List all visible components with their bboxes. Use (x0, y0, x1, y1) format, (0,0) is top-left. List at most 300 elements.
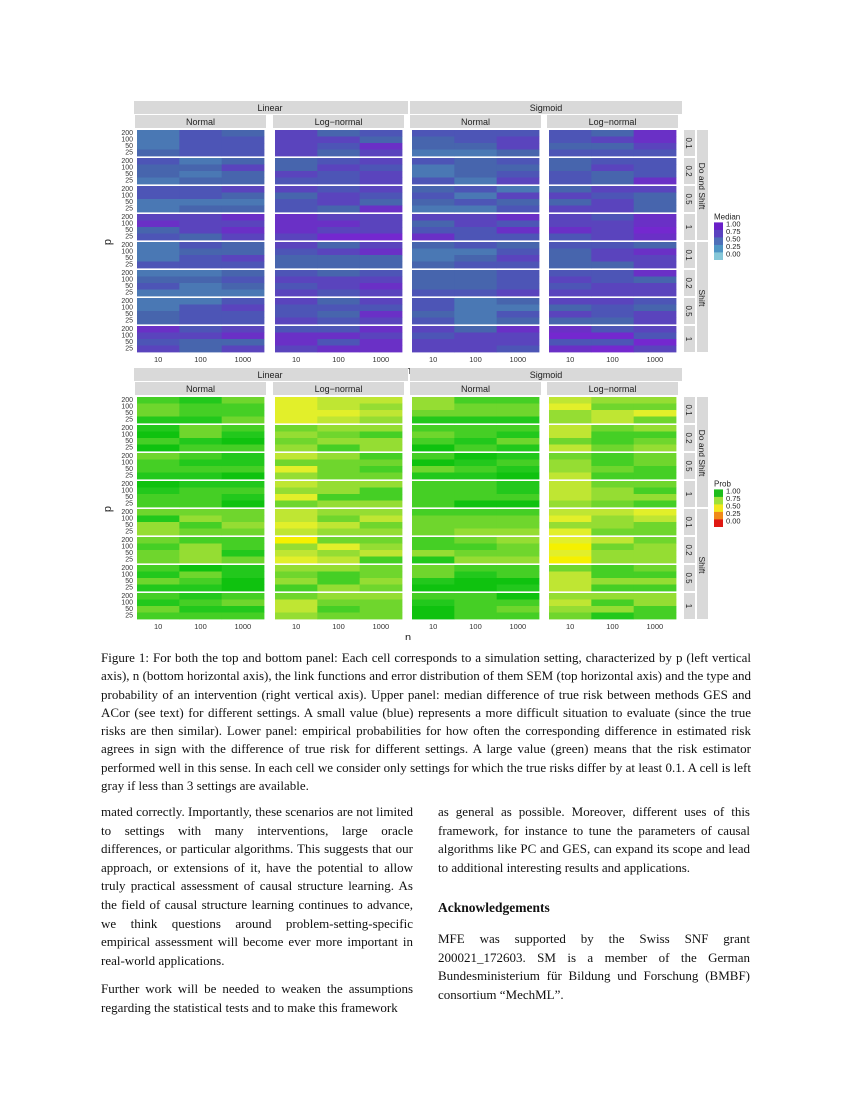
heat-cell (591, 227, 634, 234)
heat-cell (360, 432, 403, 439)
heat-cell (412, 481, 455, 488)
heat-cell (454, 488, 497, 495)
y-tick-label: 25 (125, 317, 133, 325)
heat-cell (549, 600, 592, 607)
heat-cell (634, 262, 677, 269)
heat-cell (591, 193, 634, 200)
heat-cell (222, 346, 265, 353)
y-tick-label: 100 (121, 220, 133, 228)
heat-cell (497, 137, 540, 144)
heat-cell (179, 473, 222, 480)
heat-cell (549, 613, 592, 620)
heat-cell (360, 333, 403, 340)
x-tick-label: 1000 (646, 622, 664, 631)
facet-group-label: Linear (257, 370, 283, 380)
heat-cell (317, 432, 360, 439)
heat-cell (317, 488, 360, 495)
heat-cell (275, 550, 318, 557)
heat-cell (222, 572, 265, 579)
heat-cell (497, 277, 540, 284)
heat-cell (549, 186, 592, 193)
heat-cell (497, 214, 540, 221)
heat-cell (497, 305, 540, 312)
x-tick-label: 1000 (234, 622, 252, 631)
heat-cell (634, 277, 677, 284)
heat-cell (222, 227, 265, 234)
heat-cell (317, 522, 360, 529)
heat-cell (137, 290, 180, 297)
y-tick-label: 100 (121, 304, 133, 312)
heat-cell (497, 537, 540, 544)
heat-cell (179, 432, 222, 439)
heat-cell (179, 425, 222, 432)
heat-cell (634, 178, 677, 185)
heat-cell (360, 550, 403, 557)
heat-cell (179, 613, 222, 620)
heat-cell (591, 438, 634, 445)
heat-cell (137, 578, 180, 585)
heat-cell (360, 425, 403, 432)
heat-cell (591, 277, 634, 284)
heat-cell (412, 460, 455, 467)
heat-cell (317, 214, 360, 221)
heat-cell (137, 425, 180, 432)
x-axis-title: n (404, 632, 412, 640)
heat-cell (137, 481, 180, 488)
heat-cell (497, 460, 540, 467)
legend-swatch (714, 230, 723, 238)
heat-cell (634, 432, 677, 439)
y-tick-label: 200 (121, 326, 133, 333)
heat-cell (222, 578, 265, 585)
heat-cell (360, 397, 403, 404)
heat-cell (634, 473, 677, 480)
heat-cell (591, 242, 634, 249)
heat-cell (222, 298, 265, 305)
heat-cell (275, 206, 318, 213)
heat-cell (317, 234, 360, 241)
heat-cell (497, 178, 540, 185)
heat-cell (222, 550, 265, 557)
heat-cell (412, 305, 455, 312)
heat-cell (454, 404, 497, 411)
heat-cell (454, 557, 497, 564)
heat-cell (317, 466, 360, 473)
heat-cell (179, 529, 222, 536)
heat-cell (179, 333, 222, 340)
y-tick-label: 200 (121, 214, 133, 221)
heat-cell (591, 578, 634, 585)
heat-cell (549, 158, 592, 165)
heat-cell (412, 578, 455, 585)
heat-cell (591, 397, 634, 404)
facet-sublabel: Normal (460, 117, 491, 127)
heat-cell (497, 227, 540, 234)
heat-cell (591, 606, 634, 613)
heat-cell (412, 522, 455, 529)
heat-cell (591, 270, 634, 277)
heat-cell (497, 522, 540, 529)
heat-cell (634, 171, 677, 178)
heat-cell (360, 290, 403, 297)
heat-cell (412, 410, 455, 417)
heat-cell (137, 473, 180, 480)
heat-cell (275, 438, 318, 445)
heat-cell (222, 488, 265, 495)
heat-cell (179, 445, 222, 452)
heat-cell (222, 509, 265, 516)
heat-cell (179, 221, 222, 228)
heat-cell (275, 425, 318, 432)
heat-cell (634, 537, 677, 544)
heat-cell (454, 333, 497, 340)
heat-cell (317, 333, 360, 340)
heat-cell (360, 606, 403, 613)
heat-cell (634, 283, 677, 290)
heat-cell (222, 438, 265, 445)
heat-cell (179, 165, 222, 172)
y-axis-title: p (102, 505, 114, 513)
heat-cell (222, 473, 265, 480)
heat-cell (454, 305, 497, 312)
x-tick-label: 10 (565, 622, 575, 631)
facet-row-label: 0.5 (684, 305, 693, 317)
heat-cell (454, 262, 497, 269)
heat-cell (137, 130, 180, 137)
heat-cell (179, 171, 222, 178)
heat-cell (360, 158, 403, 165)
facet-row-label: 0.1 (684, 516, 693, 528)
heat-cell (317, 438, 360, 445)
legend-swatch (714, 222, 723, 230)
heat-cell (497, 262, 540, 269)
heat-cell (317, 606, 360, 613)
y-tick-label: 200 (121, 481, 133, 488)
heat-cell (412, 143, 455, 150)
heat-cell (591, 473, 634, 480)
heat-cell (137, 445, 180, 452)
heat-cell (634, 425, 677, 432)
heat-cell (591, 234, 634, 241)
heat-cell (497, 193, 540, 200)
y-tick-label: 50 (125, 283, 133, 290)
heat-cell (497, 593, 540, 600)
heat-cell (275, 585, 318, 592)
heat-cell (275, 494, 318, 501)
heat-cell (137, 494, 180, 501)
heat-cell (549, 473, 592, 480)
heat-cell (360, 186, 403, 193)
heat-cell (412, 193, 455, 200)
heat-cell (497, 318, 540, 325)
heat-cell (634, 578, 677, 585)
y-tick-label: 200 (121, 425, 133, 432)
y-tick-label: 50 (125, 522, 133, 529)
heat-cell (634, 501, 677, 508)
heat-cell (412, 290, 455, 297)
heat-cell (454, 346, 497, 353)
heat-cell (222, 537, 265, 544)
heat-cell (549, 270, 592, 277)
heat-cell (179, 298, 222, 305)
heat-cell (179, 606, 222, 613)
heat-cell (454, 494, 497, 501)
legend-label: 0.25 (726, 241, 741, 251)
heat-cell (360, 404, 403, 411)
heat-cell (222, 466, 265, 473)
heat-cell (137, 262, 180, 269)
heat-cell (360, 572, 403, 579)
heat-cell (412, 171, 455, 178)
heat-cell (591, 425, 634, 432)
heat-cell (497, 550, 540, 557)
y-tick-label: 200 (121, 537, 133, 544)
heat-cell (591, 593, 634, 600)
heat-cell (137, 193, 180, 200)
heat-cell (412, 606, 455, 613)
heat-cell (275, 404, 318, 411)
heat-cell (549, 453, 592, 460)
heat-cell (137, 311, 180, 318)
heat-cell (222, 318, 265, 325)
heat-cell (317, 249, 360, 256)
x-tick-label: 1000 (372, 622, 390, 631)
heat-cell (412, 488, 455, 495)
heat-cell (634, 557, 677, 564)
heat-cell (275, 537, 318, 544)
heat-cell (454, 130, 497, 137)
heat-cell (137, 270, 180, 277)
x-tick-label: 100 (469, 355, 482, 364)
heat-cell (179, 227, 222, 234)
heat-cell (179, 318, 222, 325)
heat-cell (634, 600, 677, 607)
heat-cell (275, 565, 318, 572)
heat-cell (497, 143, 540, 150)
heat-cell (591, 158, 634, 165)
heat-cell (591, 466, 634, 473)
y-tick-label: 200 (121, 593, 133, 600)
heat-cell (412, 333, 455, 340)
right-column (438, 803, 750, 1014)
heat-cell (634, 270, 677, 277)
heat-cell (591, 255, 634, 262)
heat-cell (497, 242, 540, 249)
facet-row-label: 0.5 (684, 572, 693, 584)
heat-cell (497, 529, 540, 536)
facet-sublabel: Normal (185, 384, 216, 394)
heat-cell (222, 130, 265, 137)
heat-cell (497, 249, 540, 256)
heat-cell (591, 537, 634, 544)
heat-cell (137, 529, 180, 536)
heat-cell (412, 565, 455, 572)
heat-cell (634, 234, 677, 241)
heat-cell (454, 544, 497, 551)
heat-cell (317, 445, 360, 452)
heat-cell (317, 242, 360, 249)
heat-cell (360, 199, 403, 206)
heat-cell (222, 425, 265, 432)
facet-row-label: 0.1 (684, 137, 693, 149)
heat-cell (179, 137, 222, 144)
y-tick-label: 25 (125, 205, 133, 213)
heat-cell (275, 137, 318, 144)
heat-cell (360, 150, 403, 157)
heat-cell (634, 613, 677, 620)
heat-cell (549, 557, 592, 564)
heat-cell (360, 417, 403, 424)
paragraph: as general as possible. Moreover, different uses of this framework, for instance to tune the parameters of causal algorithms like PC and GES, can expand its scope and lead to additional interesting results and applications. (438, 804, 750, 875)
heat-cell (137, 137, 180, 144)
heat-cell (497, 606, 540, 613)
heat-cell (497, 255, 540, 262)
heat-cell (275, 283, 318, 290)
heat-cell (549, 318, 592, 325)
heat-cell (222, 199, 265, 206)
heat-cell (222, 178, 265, 185)
heat-cell (454, 137, 497, 144)
heat-cell (360, 578, 403, 585)
heat-cell (317, 283, 360, 290)
heat-cell (179, 544, 222, 551)
heat-cell (360, 537, 403, 544)
heat-cell (497, 270, 540, 277)
heat-cell (412, 438, 455, 445)
heat-cell (137, 339, 180, 346)
heat-cell (179, 522, 222, 529)
heat-cell (549, 432, 592, 439)
heat-cell (591, 600, 634, 607)
heat-cell (591, 262, 634, 269)
heat-cell (317, 410, 360, 417)
y-tick-label: 200 (121, 270, 133, 277)
heat-cell (275, 432, 318, 439)
heat-cell (360, 298, 403, 305)
heat-cell (454, 283, 497, 290)
legend-label: 0.75 (726, 493, 741, 503)
heat-cell (549, 537, 592, 544)
y-tick-label: 50 (125, 466, 133, 473)
heat-cell (634, 404, 677, 411)
heat-cell (360, 283, 403, 290)
heat-cell (412, 130, 455, 137)
facet-group-label: Sigmoid (529, 370, 563, 380)
heat-cell (275, 529, 318, 536)
heat-cell (222, 501, 265, 508)
heat-cell (412, 593, 455, 600)
heat-cell (412, 150, 455, 157)
heat-cell (454, 150, 497, 157)
heat-cell (137, 298, 180, 305)
heat-cell (179, 501, 222, 508)
y-tick-label: 50 (125, 578, 133, 585)
heat-cell (179, 305, 222, 312)
heat-cell (497, 410, 540, 417)
heat-cell (179, 494, 222, 501)
heat-cell (179, 600, 222, 607)
y-tick-label: 100 (121, 487, 133, 495)
heat-cell (497, 165, 540, 172)
y-tick-label: 200 (121, 158, 133, 165)
heat-cell (317, 501, 360, 508)
heat-cell (454, 585, 497, 592)
heat-cell (360, 249, 403, 256)
heat-cell (179, 509, 222, 516)
heat-cell (360, 262, 403, 269)
heat-cell (360, 445, 403, 452)
heat-cell (454, 473, 497, 480)
heat-cell (591, 178, 634, 185)
legend-label: 1.00 (726, 219, 741, 229)
heat-cell (549, 501, 592, 508)
heat-cell (360, 585, 403, 592)
heat-cell (634, 410, 677, 417)
heat-cell (317, 318, 360, 325)
heat-cell (275, 501, 318, 508)
heat-cell (412, 311, 455, 318)
heat-cell (275, 466, 318, 473)
heat-cell (275, 445, 318, 452)
heat-cell (360, 346, 403, 353)
heat-cell (275, 557, 318, 564)
heat-cell (634, 466, 677, 473)
heat-cell (275, 165, 318, 172)
y-tick-label: 25 (125, 528, 133, 536)
heat-cell (634, 481, 677, 488)
heat-cell (222, 311, 265, 318)
heat-cell (454, 522, 497, 529)
facet-row-group-label: Shift (697, 289, 707, 307)
heat-cell (634, 214, 677, 221)
facet-row-group-label: Do and Shift (697, 429, 707, 477)
heat-cell (360, 339, 403, 346)
heat-cell (454, 277, 497, 284)
heat-cell (275, 460, 318, 467)
heat-cell (497, 397, 540, 404)
heat-cell (549, 346, 592, 353)
legend-swatch (714, 489, 723, 497)
heat-cell (591, 165, 634, 172)
heat-cell (222, 158, 265, 165)
heat-cell (222, 214, 265, 221)
heat-cell (591, 150, 634, 157)
heat-cell (549, 130, 592, 137)
heat-cell (317, 178, 360, 185)
heat-cell (137, 501, 180, 508)
heat-cell (634, 311, 677, 318)
heat-cell (179, 283, 222, 290)
legend-label: 0.75 (726, 226, 741, 236)
y-tick-label: 50 (125, 410, 133, 417)
y-tick-label: 100 (121, 459, 133, 467)
heat-cell (360, 311, 403, 318)
heat-cell (454, 143, 497, 150)
heat-cell (179, 593, 222, 600)
heat-cell (549, 137, 592, 144)
heat-cell (360, 557, 403, 564)
heat-cell (137, 613, 180, 620)
heat-cell (454, 565, 497, 572)
heat-cell (591, 481, 634, 488)
heat-cell (275, 600, 318, 607)
heat-cell (360, 481, 403, 488)
heat-cell (454, 537, 497, 544)
facet-row-label: 0.1 (684, 404, 693, 416)
heat-cell (549, 178, 592, 185)
y-tick-label: 25 (125, 472, 133, 480)
heat-cell (317, 186, 360, 193)
